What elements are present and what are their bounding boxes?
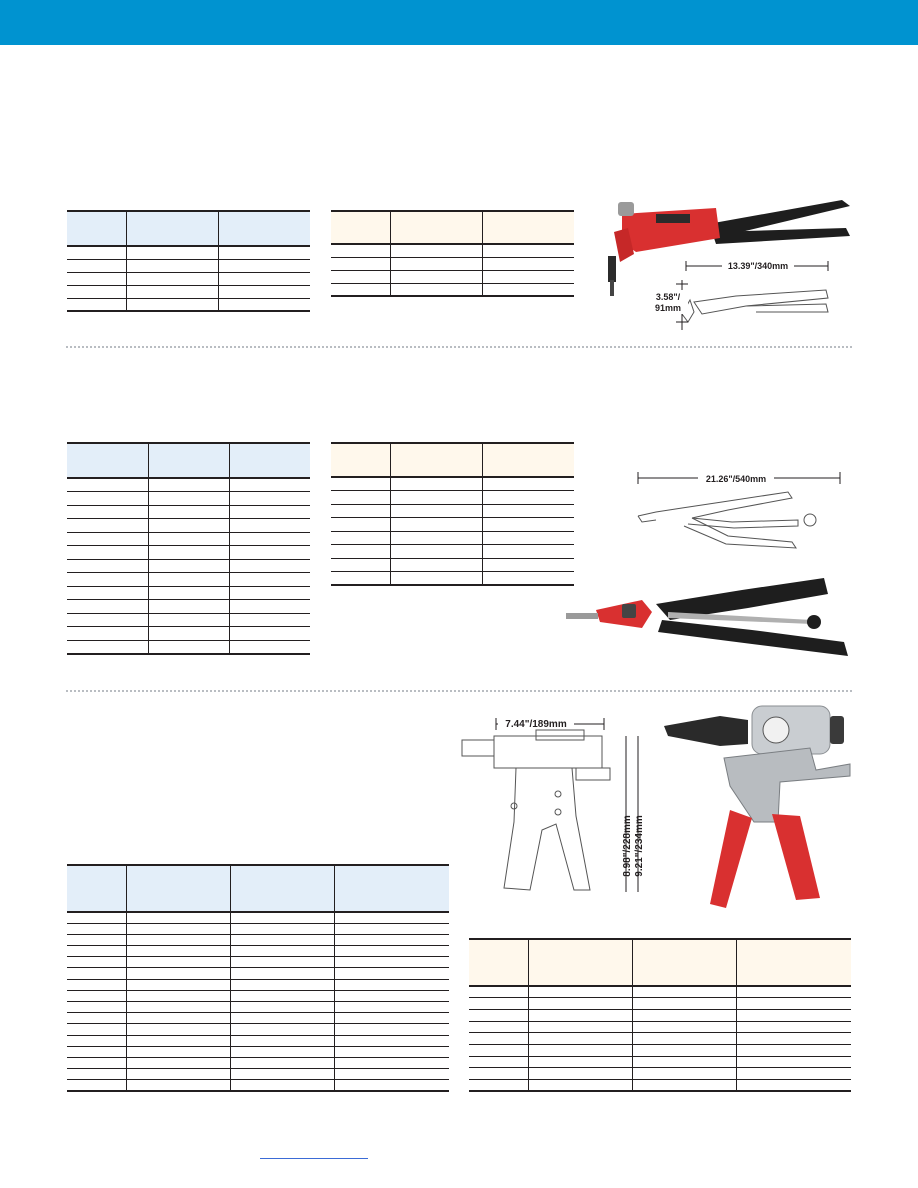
table-row	[67, 259, 310, 272]
tool-1-height-label-1: 3.58"/	[655, 292, 681, 302]
table-row	[67, 532, 310, 546]
table-row	[67, 957, 449, 968]
tool-1-line-drawing	[682, 290, 828, 326]
table-row	[331, 270, 574, 283]
rivet-tool-1-image	[596, 192, 854, 338]
table-row	[469, 986, 851, 998]
rivet-tool-3-photo	[660, 702, 856, 910]
table-row	[67, 546, 310, 560]
spec-table-3a	[67, 864, 449, 1092]
table-row	[331, 531, 574, 545]
spec-table-1b	[331, 210, 574, 297]
table-row	[469, 998, 851, 1010]
spec-table-2b	[331, 442, 574, 586]
table-row	[469, 1044, 851, 1056]
spec-table-1a	[67, 210, 310, 312]
table-row	[67, 573, 310, 587]
table-row	[67, 1013, 449, 1024]
table-row	[67, 492, 310, 506]
table-row	[67, 600, 310, 614]
table-row	[67, 1069, 449, 1080]
spec-table-2a	[67, 442, 310, 655]
rivet-tool-2-image	[552, 462, 854, 666]
tool-1-height-label-2: 91mm	[654, 303, 682, 313]
table-row	[67, 1057, 449, 1068]
section-divider-1	[66, 346, 852, 348]
table-row	[67, 559, 310, 573]
table-row	[331, 504, 574, 518]
table-row	[67, 1046, 449, 1057]
tool-2-line-drawing	[638, 492, 816, 548]
table-row	[67, 946, 449, 957]
table-row	[469, 1009, 851, 1021]
tool-2-length-label: 21.26"/540mm	[705, 474, 767, 484]
table-row	[469, 1056, 851, 1068]
table-row	[67, 613, 310, 627]
table-row	[67, 1035, 449, 1046]
table-row	[67, 912, 449, 923]
table-row	[331, 283, 574, 296]
table-row	[67, 934, 449, 945]
table-row	[67, 1002, 449, 1013]
table-row	[67, 627, 310, 641]
table-row	[67, 478, 310, 492]
spec-table-3b	[469, 938, 851, 1092]
table-row	[331, 244, 574, 257]
tool-3-width-label: 7.44"/189mm	[505, 719, 567, 730]
table-row	[67, 1024, 449, 1035]
table-row	[67, 298, 310, 311]
table-row	[469, 1021, 851, 1033]
long-handle-rivet-nut-tool-photo	[566, 578, 848, 656]
section-divider-2	[66, 690, 852, 692]
table-row	[67, 640, 310, 654]
table-row	[67, 519, 310, 533]
tool-3-height-label-1: 8.98"/228mm	[622, 815, 633, 877]
table-row	[67, 505, 310, 519]
table-row	[469, 1033, 851, 1045]
table-row	[67, 272, 310, 285]
table-row	[469, 1080, 851, 1092]
tool-3-height-label-2: 9.21"/234mm	[634, 815, 645, 877]
rivet-tool-3-drawing	[456, 712, 652, 898]
table-row	[331, 518, 574, 532]
table-row	[331, 477, 574, 491]
table-row	[331, 558, 574, 572]
table-row	[331, 572, 574, 586]
table-row	[67, 246, 310, 259]
table-row	[331, 257, 574, 270]
table-row	[469, 1068, 851, 1080]
table-row	[67, 968, 449, 979]
table-row	[67, 923, 449, 934]
table-row	[67, 990, 449, 1001]
table-row	[67, 586, 310, 600]
table-row	[67, 1080, 449, 1091]
red-rivet-nut-hand-tool-photo	[608, 200, 850, 296]
table-row	[67, 979, 449, 990]
tool-3-line-drawing	[462, 730, 610, 890]
footer-link-underline[interactable]	[260, 1158, 368, 1159]
tool-1-length-label: 13.39"/340mm	[727, 261, 789, 271]
table-row	[331, 491, 574, 505]
table-row	[67, 285, 310, 298]
pneumatic-pistol-grip-tool-photo	[664, 706, 850, 908]
table-row	[331, 545, 574, 559]
top-header-bar	[0, 0, 918, 45]
